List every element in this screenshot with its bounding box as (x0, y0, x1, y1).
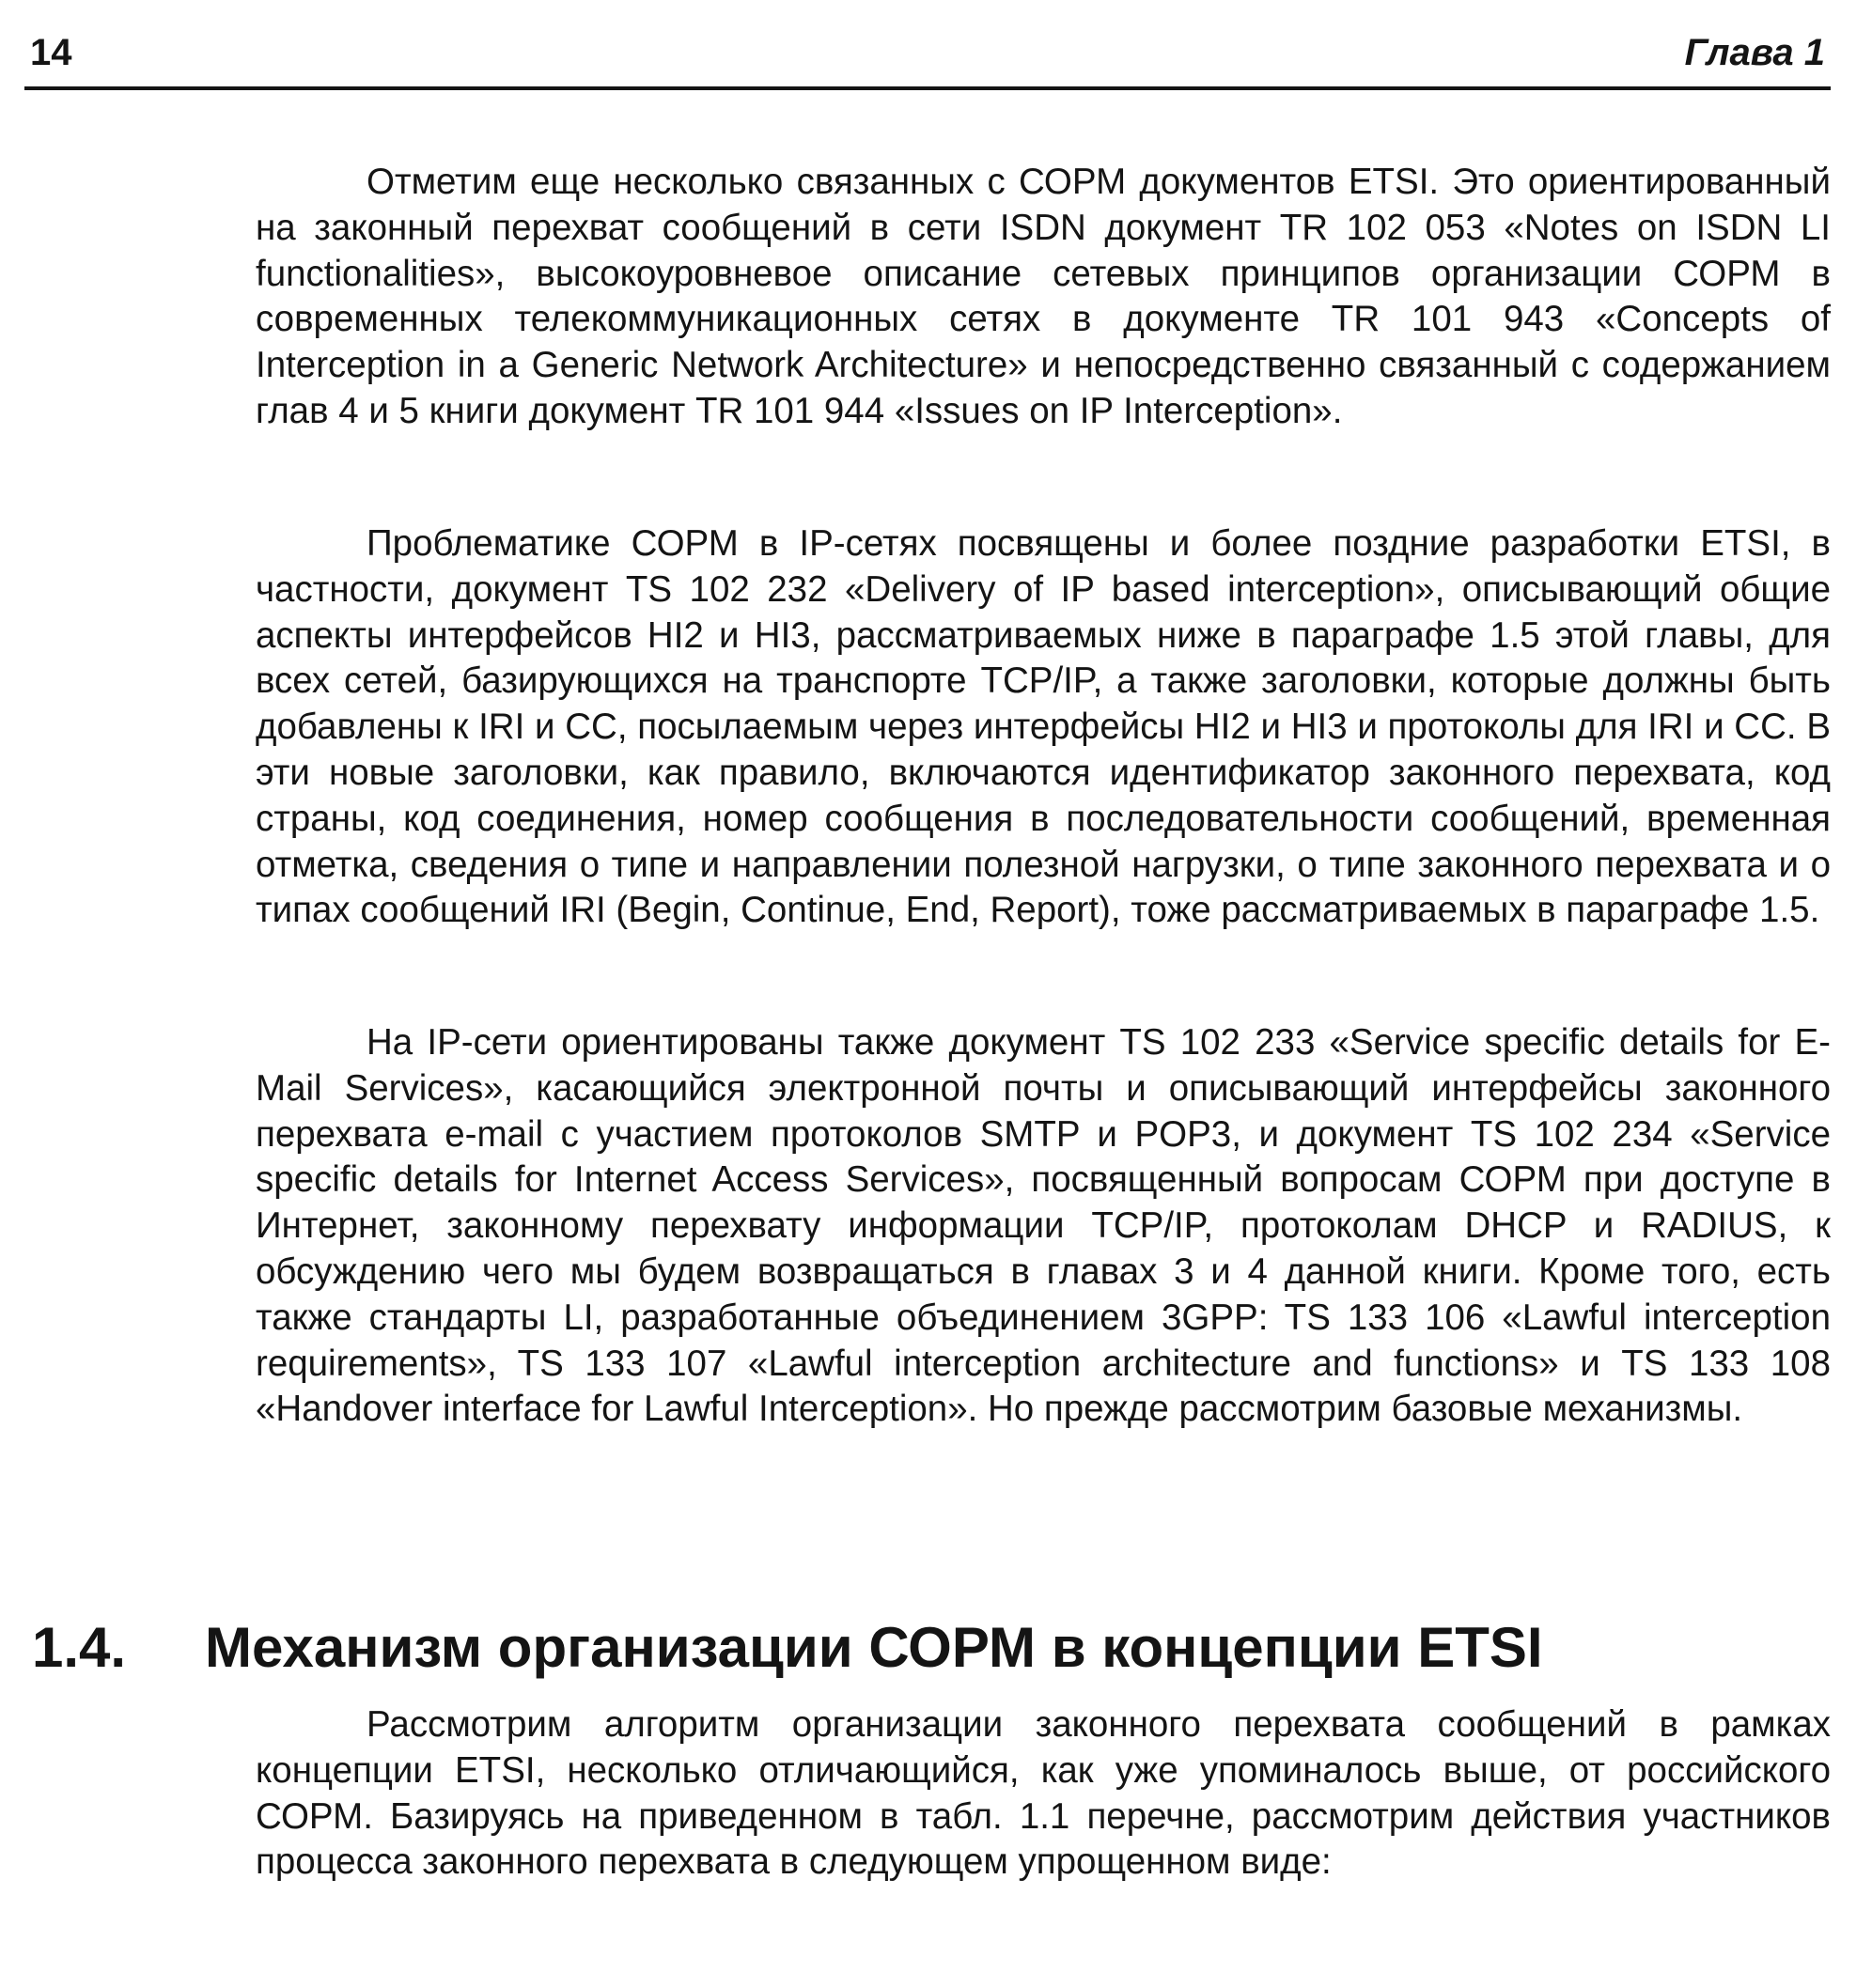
page-number: 14 (30, 32, 72, 73)
paragraph-text: На IP-сети ориентированы также документ TS 102 233 «Service specific details for E-Mail Services», касающийся электронной почты и описывающий интерфейсы законного перехвата e-mail с участием протоколов SMTP и POP3, и документ TS 102 234 «Service specific details for Internet Access Services», посвященный вопросам СОРМ при доступе в Интернет, законному перехвату информации TCP/IP, протоколам DHCP и RADIUS, к обсуждению чего мы будем возвращаться в главах 3 и 4 данной книги. Кроме того, есть также стандарты LI, разработанные объединением 3GPP: TS 133 106 «Lawful interception requirements», TS 133 107 «Lawful interception architecture and functions» и TS 133 108 «Handover interface for Lawful Interception». Но прежде рассмотрим базовые механизмы. (256, 1022, 1831, 1430)
paragraph-1 (256, 160, 1831, 435)
paragraph-3 (256, 1020, 1831, 1433)
chapter-running-head: Глава 1 (1684, 32, 1825, 73)
paragraph-text: Отметим еще несколько связанных с СОРМ документов ETSI. Это ориентированный на законный перехват сообщений в сети ISDN документ TR 102 053 «Notes on ISDN LI functionalities», высокоуровневое описание сетевых принципов организации СОРМ в современных телекоммуникационных сетях в документе TR 101 943 «Concepts of Interception in a Generic Network Architecture» и непосредственно связанный с содержанием глав 4 и 5 книги документ TR 101 944 «Issues on IP Interception». (256, 162, 1831, 431)
section-number: 1.4. (32, 1616, 127, 1679)
paragraph-text: Проблематике СОРМ в IP-сетях посвящены и более поздние разработки ETSI, в частности, документ TS 102 232 «Delivery of IP based interception», описывающий общие аспекты интерфейсов HI2 и HI3, рассматриваемых ниже в параграфе 1.5 этой главы, для всех сетей, базирующихся на транспорте TCP/IP, а также заголовки, которые должны быть добавлены к IRI и CC, посылаемым через интерфейсы HI2 и HI3 и протоколы для IRI и CC. В эти новые заголовки, как правило, включаются идентификатор законного перехвата, код страны, код соединения, номер сообщения в последовательности сообщений, временная отметка, сведения о типе и направлении полезной нагрузки, о типе законного перехвата и о типах сообщений IRI (Begin, Continue, End, Report), тоже рассматриваемых в параграфе 1.5. (256, 523, 1831, 931)
paragraph-text: Рассмотрим алгоритм организации законного перехвата сообщений в рамках концепции ETSI, несколько отличающийся, как уже упоминалось выше, от российского СОРМ. Базируясь на приведенном в табл. 1.1 перечне, рассмотрим действия участников процесса законного перехвата в следующем упрощенном виде: (256, 1704, 1831, 1883)
paragraph-4 (256, 1702, 1831, 1886)
page-header (24, 26, 1831, 90)
paragraph-2 (256, 521, 1831, 934)
section-heading (32, 1614, 1817, 1682)
section-title: Механизм организации СОРМ в концепции ETSI (205, 1616, 1543, 1679)
